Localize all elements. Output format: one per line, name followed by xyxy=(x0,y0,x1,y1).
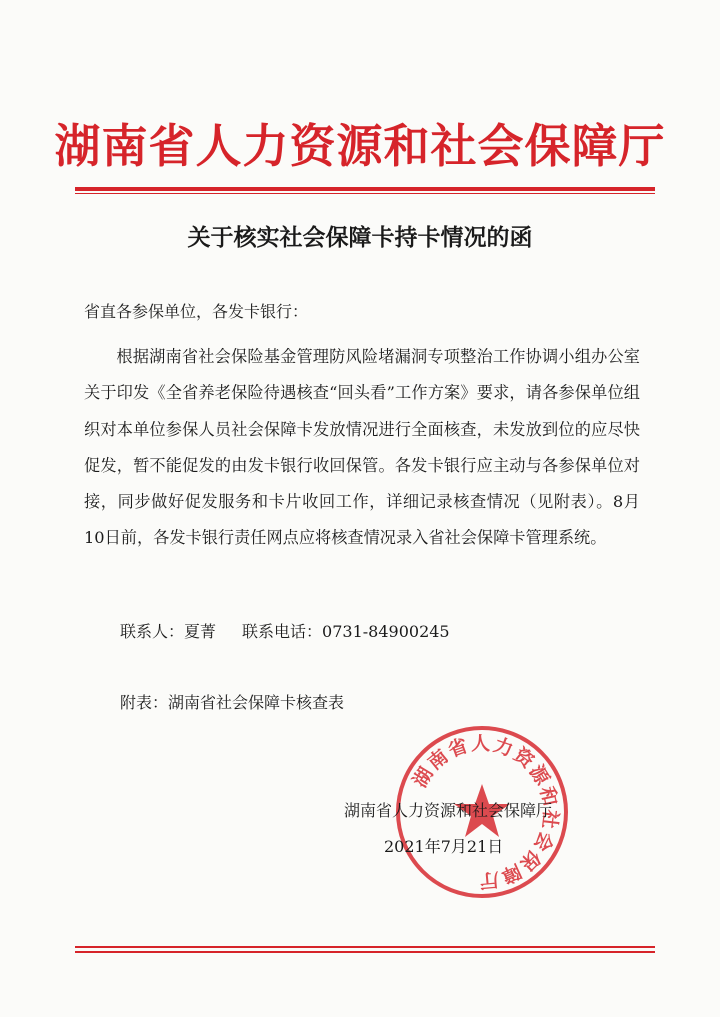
letterhead-divider-thick xyxy=(75,187,655,191)
letterhead-divider-thin xyxy=(75,193,655,194)
signature-date: 2021年7月21日 xyxy=(384,837,504,856)
contact-line xyxy=(120,617,450,647)
contact-person-label: 联系人： xyxy=(120,622,185,641)
attachment-name: 湖南省社会保障卡核查表 xyxy=(168,693,345,712)
signature-organization: 湖南省人力资源和社会保障厅 xyxy=(344,801,553,820)
seal-text: 湖南省人力资源和社会保障厅 xyxy=(409,732,562,892)
footer-divider-top xyxy=(75,946,655,948)
body-paragraph: 根据湖南省社会保险基金管理防风险堵漏洞专项整治工作协调小组办公室关于印发《全省养老保险待遇核查“回头看”工作方案》要求，请各参保单位组织对本单位参保人员社会保障卡发放情况进行全面核查，未发放到位的应尽快促发，暂不能促发的由发卡银行收回保管。各发卡银行应主动与各参保单位对接，同步做好促发服务和卡片收回工作，详细记录核查情况（见附表）。8月10日前，各发卡银行责任网点应将核查情况录入省社会保障卡管理系统。 xyxy=(84,347,640,548)
contact-person-name: 夏菁 xyxy=(184,622,217,641)
salutation: 省直各参保单位，各发卡银行： xyxy=(84,302,309,321)
contact-phone: 0731-84900245 xyxy=(322,622,450,641)
attachment-line xyxy=(120,688,344,718)
attachment-label: 附表： xyxy=(120,693,169,712)
document-title: 关于核实社会保障卡持卡情况的函 xyxy=(187,224,533,251)
contact-phone-label: 联系电话： xyxy=(242,622,323,641)
letterhead-title: 湖南省人力资源和社会保障厅 xyxy=(54,119,666,173)
footer-divider-bottom xyxy=(75,951,655,953)
